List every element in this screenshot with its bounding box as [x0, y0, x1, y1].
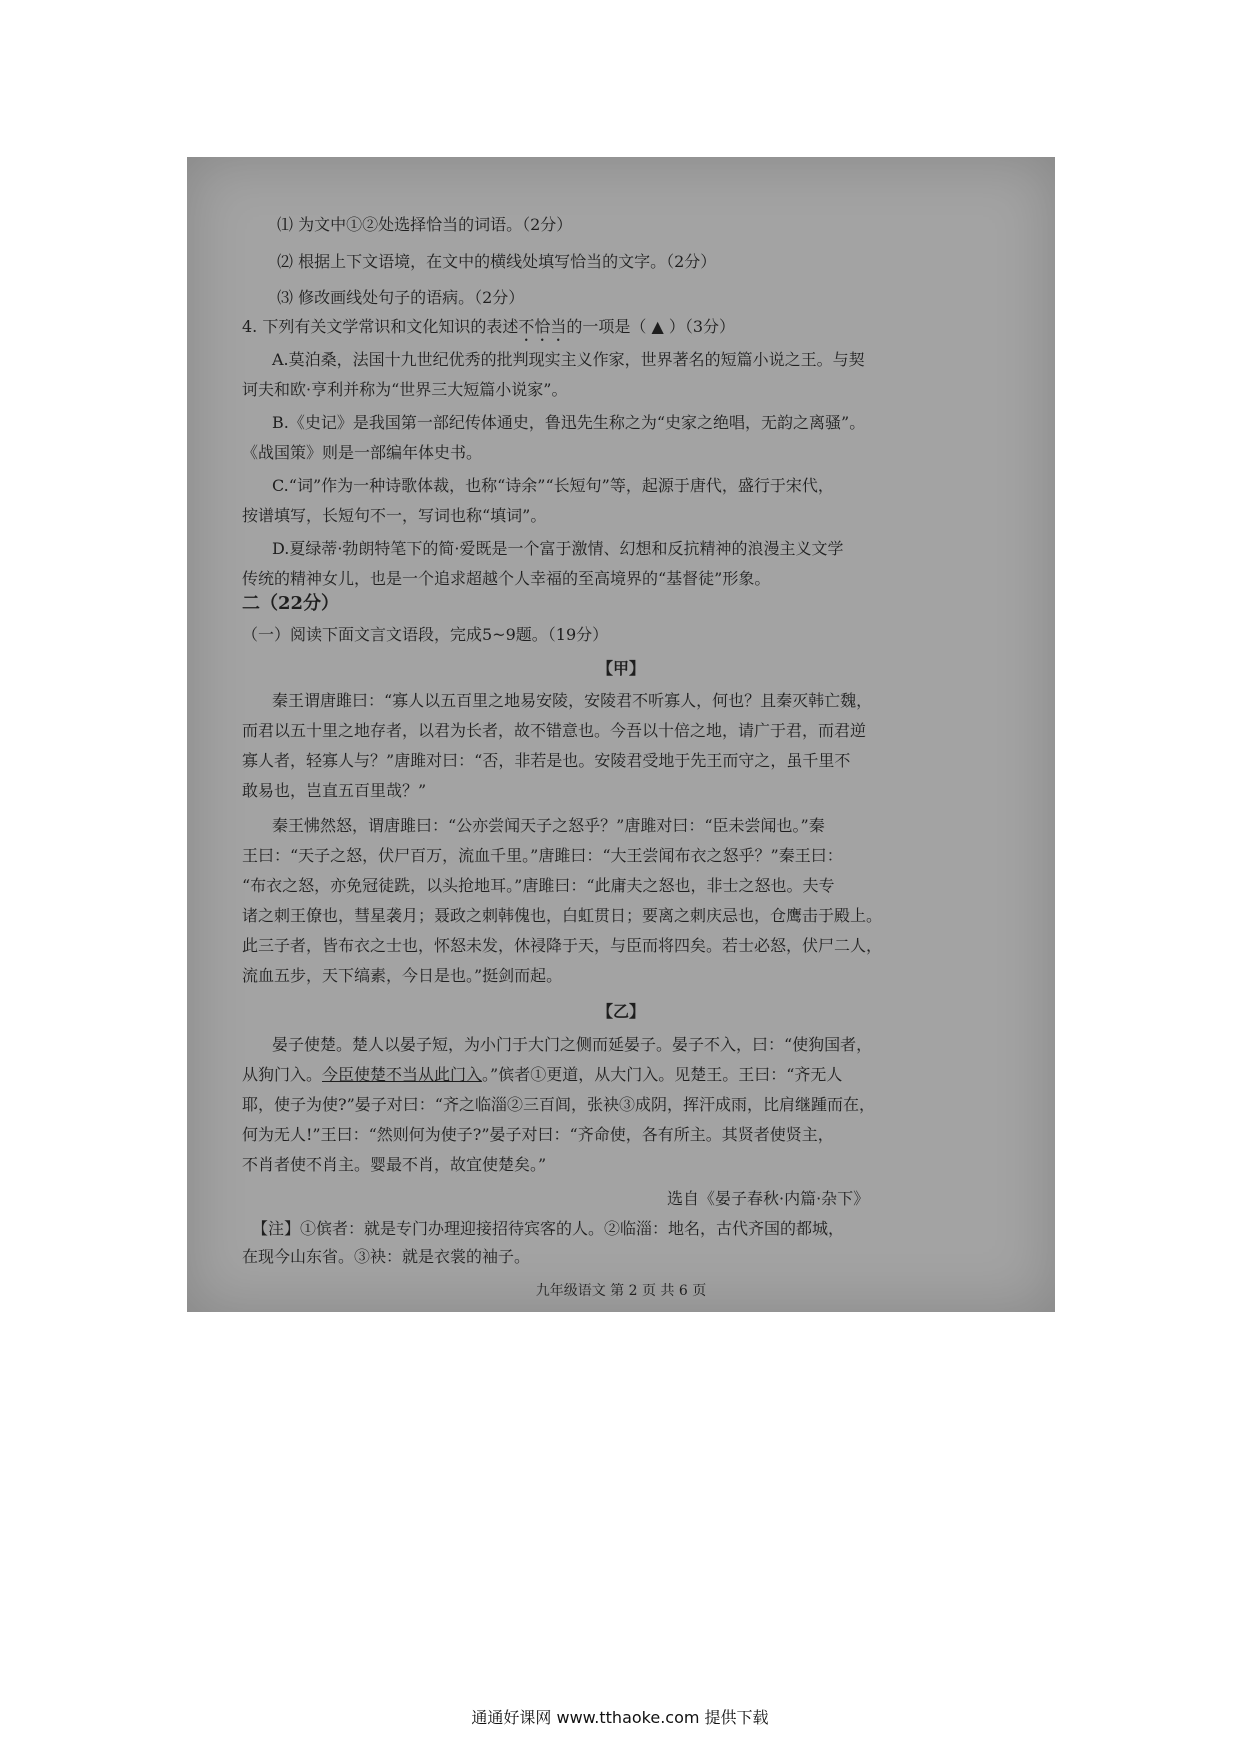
jia-line: 此三子者，皆布衣之士也，怀怒未发，休祲降于天，与臣而将四矣。若士必怒，伏尸二人，	[242, 936, 883, 955]
option-b-line2: 《战国策》则是一部编年体史书。	[242, 443, 483, 462]
jia-line: 而君以五十里之地存者，以君为长者，故不错意也。今吾以十倍之地，请广于君，而君逆	[242, 721, 867, 740]
section-2-title: 二（22分）	[242, 593, 340, 614]
yi-line: 不肖者使不肖主。婴最不肖，故宜使楚矣。”	[242, 1155, 547, 1174]
option-a-line2: 诃夫和欧·亨利并称为“世界三大短篇小说家”。	[242, 380, 568, 399]
option-d-line2: 传统的精神女儿，也是一个追求超越个人幸福的至高境界的“基督徒”形象。	[242, 569, 771, 588]
yi-line: 耶，使子为使?”晏子对曰：“齐之临淄②三百闾，张袂③成阴，挥汗成雨，比肩继踵而在，	[242, 1095, 875, 1114]
yi-line: 何为无人!”王曰：“然则何为使子?”晏子对曰：“齐命使，各有所主。其贤者使贤主，	[242, 1125, 834, 1144]
exam-page-photo	[187, 157, 1055, 1312]
yi-line2-post: 。”傧者①更道，从大门入。见楚王。王曰：“齐无人	[482, 1065, 843, 1084]
question-4	[242, 317, 735, 345]
annotation-line2: 在现今山东省。③袂：就是衣裳的袖子。	[242, 1247, 531, 1266]
q4-text-pre: 4. 下列有关文学常识和文化知识的表述	[242, 317, 519, 336]
jia-line: 秦王谓唐雎曰：“寡人以五百里之地易安陵，安陵君不听寡人，何也？且秦灭韩亡魏，	[272, 691, 873, 710]
option-b-line1: B.《史记》是我国第一部纪传体通史，鲁迅先生称之为“史家之绝唱，无韵之离骚”。	[272, 413, 866, 432]
option-c-line1: C.“词”作为一种诗歌体裁，也称“诗余”“长短句”等，起源于唐代，盛行于宋代，	[272, 476, 834, 495]
yi-line: 晏子使楚。楚人以晏子短，为小门于大门之侧而延晏子。晏子不入，曰：“使狗国者，	[272, 1035, 873, 1054]
q4-text-post: 的一项是（ ▲ ）（3分）	[566, 317, 736, 336]
q3-sub1: ⑴ 为文中①②处选择恰当的词语。（2分）	[277, 215, 573, 234]
section-2-subtitle: （一）阅读下面文言文语段，完成5~9题。（19分）	[242, 625, 609, 644]
jia-line: 寡人者，轻寡人与？”唐雎对曰：“否，非若是也。安陵君受地于先王而守之，虽千里不	[242, 751, 851, 770]
page-footer: 九年级语文 第 2 页 共 6 页	[535, 1283, 707, 1299]
option-d-line1: D.夏绿蒂·勃朗特笔下的简·爱既是一个富于激情、幻想和反抗精神的浪漫主义文学	[272, 539, 844, 558]
jia-line: 诸之刺王僚也，彗星袭月；聂政之刺韩傀也，白虹贯日；要离之刺庆忌也，仓鹰击于殿上。	[242, 906, 883, 925]
yi-line2-pre: 从狗门入。	[242, 1065, 323, 1084]
option-c-line2: 按谱填写，长短句不一，写词也称“填词”。	[242, 506, 547, 525]
passage-jia-label: 【甲】	[596, 659, 645, 678]
jia-line: “布衣之怒，亦免冠徒跣，以头抢地耳。”唐雎曰：“此庸夫之怒也，非士之怒也。夫专	[242, 876, 835, 895]
passage-source: 选自《晏子春秋·内篇·杂下》	[667, 1189, 870, 1208]
option-a-line1: A.莫泊桑，法国十九世纪优秀的批判现实主义作家，世界著名的短篇小说之王。与契	[272, 350, 865, 369]
underlined-sentence: 今臣使楚不当从此门入	[322, 1065, 483, 1084]
annotation-line1: 【注】①傧者：就是专门办理迎接招待宾客的人。②临淄：地名，古代齐国的都城，	[252, 1219, 845, 1238]
yi-line	[242, 1065, 842, 1085]
passage-yi-label: 【乙】	[596, 1002, 645, 1021]
jia-line: 流血五步，天下缟素，今日是也。”挺剑而起。	[242, 966, 563, 985]
jia-line: 敢易也，岂直五百里哉？”	[242, 781, 427, 800]
jia-line: 王曰：“天子之怒，伏尸百万，流血千里。”唐雎曰：“大王尝闻布衣之怒乎？”秦王曰：	[242, 846, 843, 865]
q4-emphasis: 不恰当	[518, 317, 567, 336]
jia-line: 秦王怫然怒，谓唐雎曰：“公亦尝闻天子之怒乎？”唐雎对曰：“臣未尝闻也。”秦	[272, 816, 825, 835]
site-footer: 通通好课网 www.tthaoke.com 提供下载	[471, 1708, 769, 1727]
q3-sub3: ⑶ 修改画线处句子的语病。（2分）	[277, 288, 525, 307]
q3-sub2: ⑵ 根据上下文语境，在文中的横线处填写恰当的文字。（2分）	[277, 252, 717, 271]
